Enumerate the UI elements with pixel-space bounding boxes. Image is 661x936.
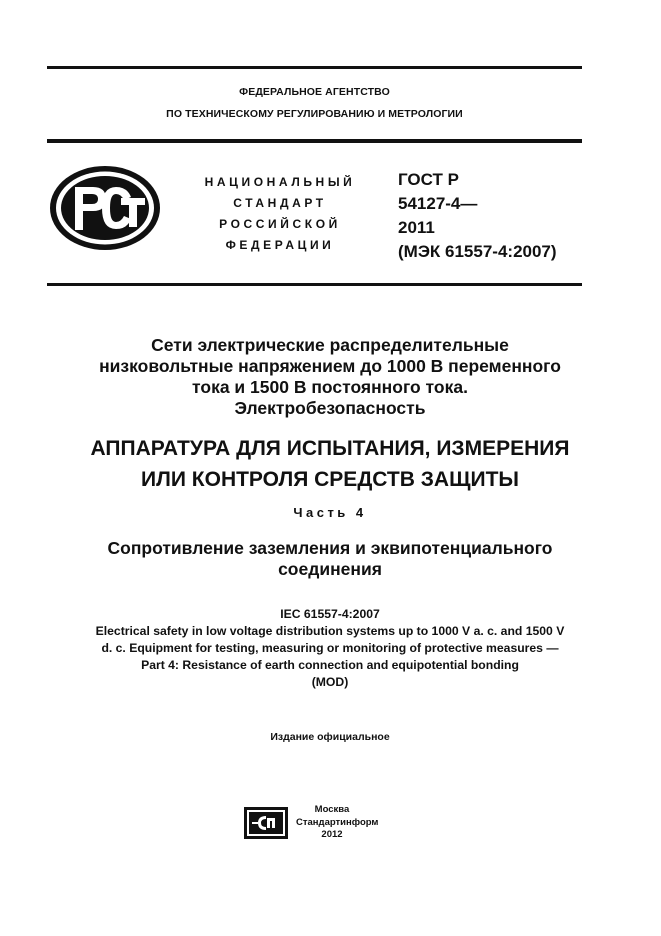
iec-line: d. c. Equipment for testing, measuring or monitoring of protective measures — <box>101 641 559 655</box>
publisher-city: Москва <box>314 804 350 815</box>
edition-label: Издание официальное <box>270 731 390 743</box>
sub-title <box>30 538 630 580</box>
general-title-line: тока и 1500 В постоянного тока. <box>192 377 468 397</box>
national-standard-line: ФЕДЕРАЦИИ <box>225 238 335 252</box>
sub-title-line: Сопротивление заземления и эквипотенциального <box>107 538 553 558</box>
agency-line-2: ПО ТЕХНИЧЕСКОМУ РЕГУЛИРОВАНИЮ И МЕТРОЛОГИИ <box>166 108 463 120</box>
main-title-line: АППАРАТУРА ДЛЯ ИСПЫТАНИЯ, ИЗМЕРЕНИЯ <box>90 437 570 460</box>
publisher-block <box>296 804 379 842</box>
top-rule <box>47 66 582 69</box>
national-standard-line: СТАНДАРТ <box>233 196 327 210</box>
header-rule <box>47 139 582 143</box>
gost-line: ГОСТ Р <box>398 170 459 189</box>
gost-r-logo-icon <box>49 165 161 251</box>
general-title-line: Сети электрические распределительные <box>151 335 509 355</box>
sub-title-line: соединения <box>278 559 382 579</box>
iec-line: Electrical safety in low voltage distribution systems up to 1000 V a. c. and 1500 V <box>95 624 565 638</box>
gost-year: 2011 <box>398 218 435 237</box>
general-title <box>30 335 630 419</box>
publisher-name: Стандартинформ <box>296 816 379 828</box>
standartinform-logo-icon <box>244 807 288 839</box>
national-standard-label <box>195 172 365 256</box>
gost-designation <box>398 168 557 264</box>
gost-number: 54127-4— <box>398 194 478 213</box>
publisher-year: 2012 <box>321 829 343 840</box>
iec-line: Part 4: Resistance of earth connection and equipotential bonding <box>141 658 519 672</box>
iec-equivalent: (МЭК 61557-4:2007) <box>398 242 557 261</box>
national-standard-line: НАЦИОНАЛЬНЫЙ <box>204 175 356 189</box>
iec-line: (MOD) <box>311 675 349 689</box>
national-standard-line: РОССИЙСКОЙ <box>219 217 341 231</box>
main-title-line: ИЛИ КОНТРОЛЯ СРЕДСТВ ЗАЩИТЫ <box>141 468 519 491</box>
part-label: Часть 4 <box>293 505 367 520</box>
main-title <box>30 433 630 495</box>
agency-line-1: ФЕДЕРАЛЬНОЕ АГЕНТСТВО <box>239 86 390 98</box>
iec-reference <box>20 606 640 691</box>
general-title-line: Электробезопасность <box>234 398 426 418</box>
standard-rule <box>47 283 582 286</box>
iec-line: IEC 61557-4:2007 <box>280 607 380 621</box>
general-title-line: низковольтные напряжением до 1000 В переменного <box>99 356 561 376</box>
